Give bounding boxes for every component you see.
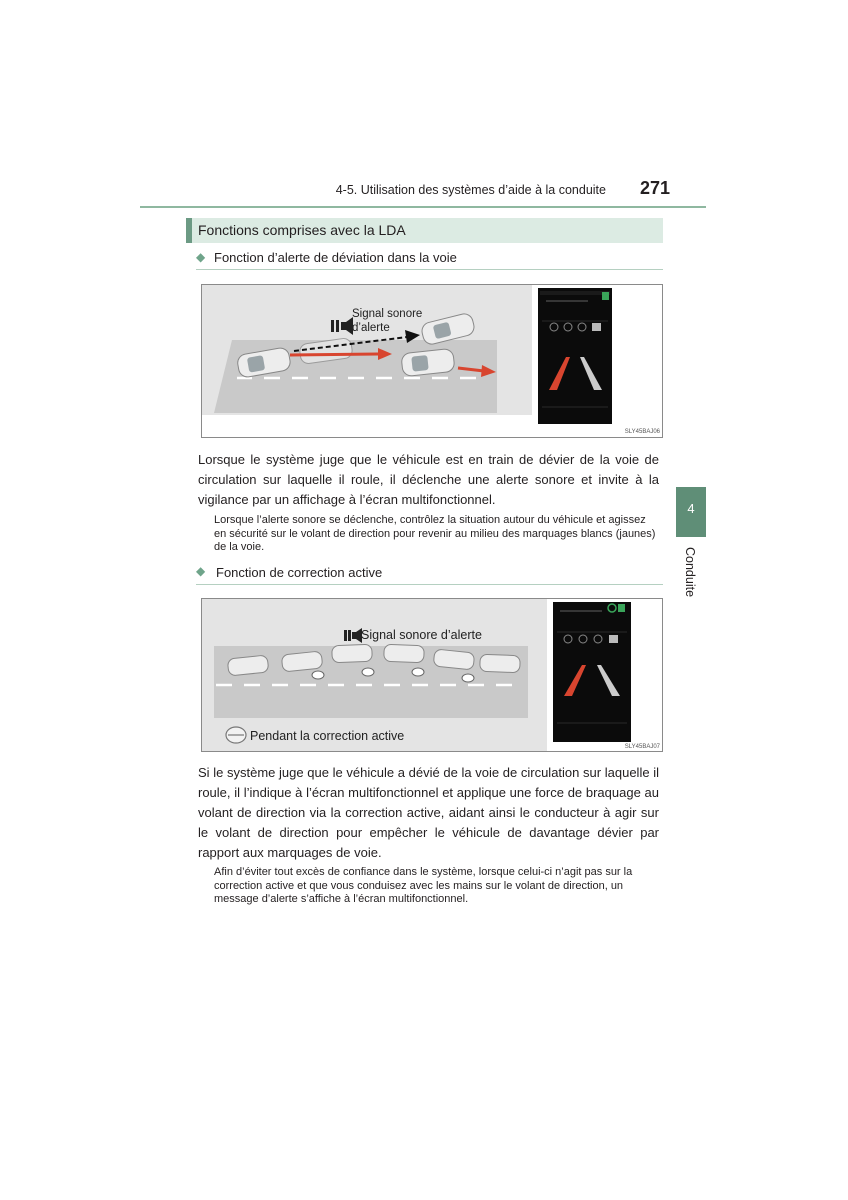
multi-information-display — [553, 602, 631, 742]
figure1-code: SLY45BAJ06 — [624, 429, 660, 435]
figure-active-correction — [201, 598, 663, 752]
subsection-rule — [196, 269, 663, 270]
multi-information-display — [538, 288, 612, 424]
subsection-title-lane-departure: Fonction d’alerte de déviation dans la voie — [214, 250, 457, 265]
steering-wheel-icon — [226, 727, 246, 743]
paragraph-lane-departure: Lorsque le système juge que le véhicule est en train de dévier de la voie de circulation sur laquelle il roule, il déclenche une alerte sonore et invite à la vigilance par un affichage à l’écran multifonctionnel. — [198, 452, 659, 507]
header-rule — [140, 206, 706, 208]
chapter-tab-label: Conduite — [683, 547, 697, 598]
note-lane-departure: Lorsque l’alerte sonore se déclenche, contrôlez la situation autour du véhicule et agissez en sécurité sur le volant de direction pour revenir au milieu des marquages blancs (jaunes) de la voie. — [214, 514, 656, 554]
figure2-label: Signal sonore d’alerte — [361, 628, 482, 642]
section-title: Fonctions comprises avec la LDA — [198, 222, 406, 238]
figure1-label-line1: Signal sonore — [352, 308, 423, 320]
running-header-section: 4-5. Utilisation des systèmes d’aide à la conduite — [335, 183, 606, 197]
subsection-rule — [196, 584, 663, 585]
figure2-legend: Pendant la correction active — [250, 729, 405, 743]
subsection-title-active-correction: Fonction de correction active — [216, 565, 383, 580]
chapter-tab-number: 4 — [676, 487, 706, 537]
diamond-bullet-icon: ◆ — [196, 564, 206, 578]
figure1-label-line2: d’alerte — [352, 322, 390, 334]
chapter-tab — [677, 547, 705, 637]
paragraph-active-correction: Si le système juge que le véhicule a dévié de la voie de circulation sur laquelle il roule, il l’indique à l’écran multifonctionnel et applique une force de braquage au volant de direction via la correction active, aidant ainsi le conducteur à agir sur le volant de direction pour empêcher le véhicule de davantage dévier par rapport aux marquages de voie. — [198, 765, 659, 860]
figure-lane-departure-alert — [201, 284, 663, 438]
figure2-code: SLY45BAJ07 — [624, 744, 660, 750]
diamond-bullet-icon: ◆ — [196, 250, 206, 264]
note-active-correction: Afin d’éviter tout excès de confiance dans le système, lorsque celui-ci n’agit pas sur la correction active et que vous conduisez avec les mains sur le volant de direction, un message d’alerte s’affiche à l’écran multifonctionnel. — [214, 866, 633, 906]
page-number: 271 — [639, 178, 670, 198]
